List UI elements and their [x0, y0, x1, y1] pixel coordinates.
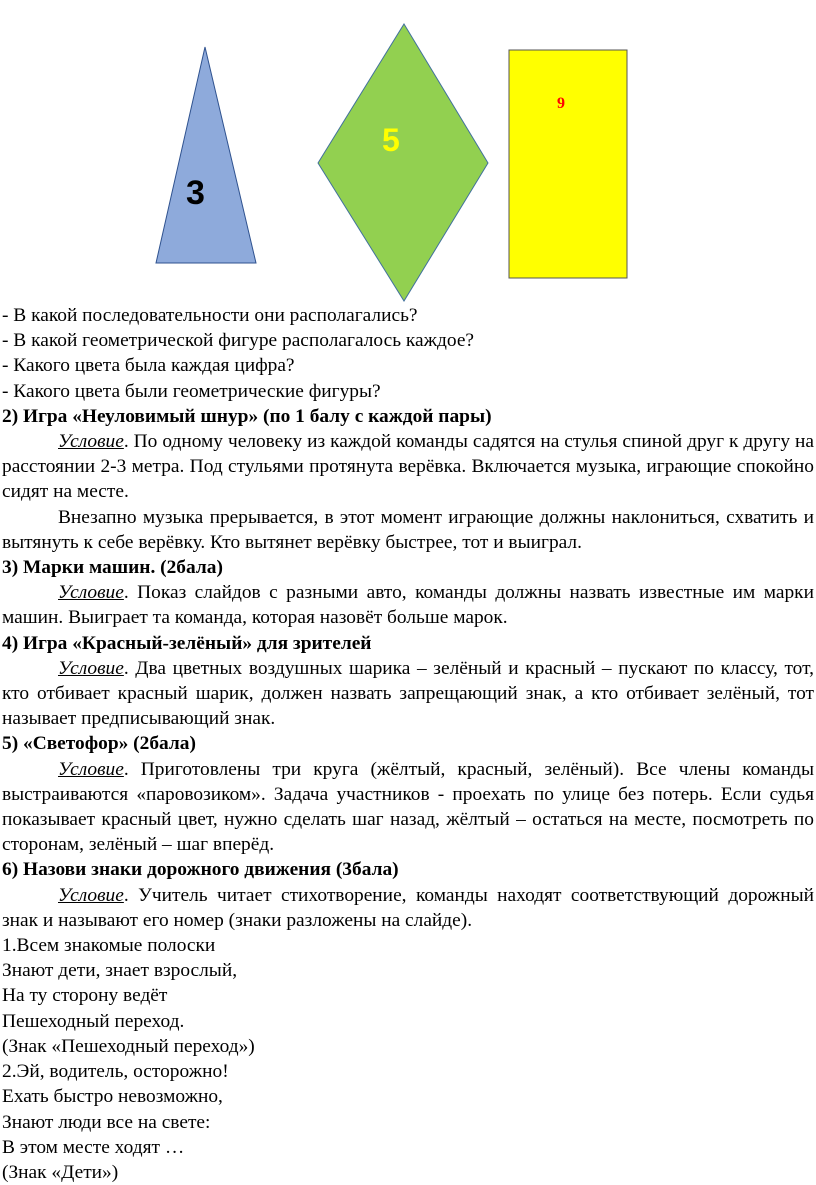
condition-label: Условие	[58, 884, 124, 906]
game2-text1: . По одному человеку из каждой команды садятся на стулья спиной друг к другу на расстоянии 2-3 метра. Под стульями протянута верёвка. Включается музыка, играющие спокойно сидят на месте.	[2, 431, 814, 503]
game5-paragraph	[2, 757, 814, 858]
poem-line: (Знак «Дети»)	[2, 1161, 119, 1183]
green-rhombus	[318, 24, 488, 301]
game3-text: . Показ слайдов с разными авто, команды должны назвать известные им марки машин. Выиграет та команда, которая назовёт больше марок.	[2, 582, 814, 629]
condition-label: Условие	[58, 582, 124, 604]
shapes-figure	[0, 0, 816, 305]
game2-paragraph2: Внезапно музыка прерывается, в этот момент играющие должны наклониться, схватить и вытянуть к себе верёвку. Кто вытянет верёвку быстрее, тот и выиграл.	[2, 506, 814, 553]
poem-line: Знают люди все на свете:	[2, 1111, 211, 1133]
triangle-number: 3	[186, 174, 205, 212]
game4-text: . Два цветных воздушных шарика – зелёный и красный – пускают по классу, тот, кто отбивает красный шарик, должен назвать запрещающий знак, а кто отбивает зелёный, тот называет предписывающий знак.	[2, 657, 814, 730]
question-2: - В какой геометрической фигуре располагалось каждое?	[2, 330, 475, 352]
poem-line: В этом месте ходят …	[2, 1136, 185, 1158]
game6-title: 6) Назови знаки дорожного движения (3бала)	[2, 859, 399, 881]
game6-paragraph	[2, 883, 814, 933]
question-3: - Какого цвета была каждая цифра?	[2, 355, 295, 377]
document-body	[2, 303, 814, 1185]
game6-text: . Учитель читает стихотворение, команды находят соответствующий дорожный знак и называют его номер (знаки разложены на слайде).	[2, 884, 814, 931]
poem-line: На ту сторону ведёт	[2, 985, 168, 1007]
poem-line: 1.Всем знакомые полоски	[2, 935, 216, 957]
poem-line: Пешеходный переход.	[2, 1010, 185, 1032]
condition-label: Условие	[58, 758, 124, 780]
game2-title: 2) Игра «Неуловимый шнур» (по 1 балу с каждой пары)	[2, 405, 492, 427]
blue-triangle	[156, 47, 256, 263]
poem-line: Ехать быстро невозможно,	[2, 1086, 223, 1108]
game2-paragraph1	[2, 429, 814, 505]
question-4: - Какого цвета были геометрические фигуры?	[2, 380, 381, 402]
poem-line: 2.Эй, водитель, осторожно!	[2, 1061, 229, 1083]
game5-text: . Приготовлены три круга (жёлтый, красный, зелёный). Все члены команды выстраиваются «паровозиком». Задача участников - проехать по улице без потерь. Если судья показывает красный цвет, нужно сделать шаг назад, жёлтый – остаться на месте, посмотреть по сторонам, зелёный – шаг вперёд.	[2, 758, 814, 856]
question-1: - В какой последовательности они располагались?	[2, 305, 418, 326]
game3-title: 3) Марки машин. (2бала)	[2, 557, 223, 579]
condition-label: Условие	[58, 657, 124, 679]
shapes-svg	[0, 0, 816, 305]
poem-line: (Знак «Пешеходный переход»)	[2, 1035, 255, 1057]
rectangle-number: 9	[557, 95, 565, 112]
game4-paragraph	[2, 656, 814, 732]
game3-paragraph	[2, 580, 814, 630]
poem-line: Знают дети, знает взрослый,	[2, 960, 238, 982]
yellow-rectangle	[509, 50, 627, 278]
game5-title: 5) «Светофор» (2бала)	[2, 733, 196, 755]
condition-label: Условие	[58, 431, 124, 453]
game4-title: 4) Игра «Красный-зелёный» для зрителей	[2, 632, 372, 654]
rhombus-number: 5	[382, 122, 400, 158]
